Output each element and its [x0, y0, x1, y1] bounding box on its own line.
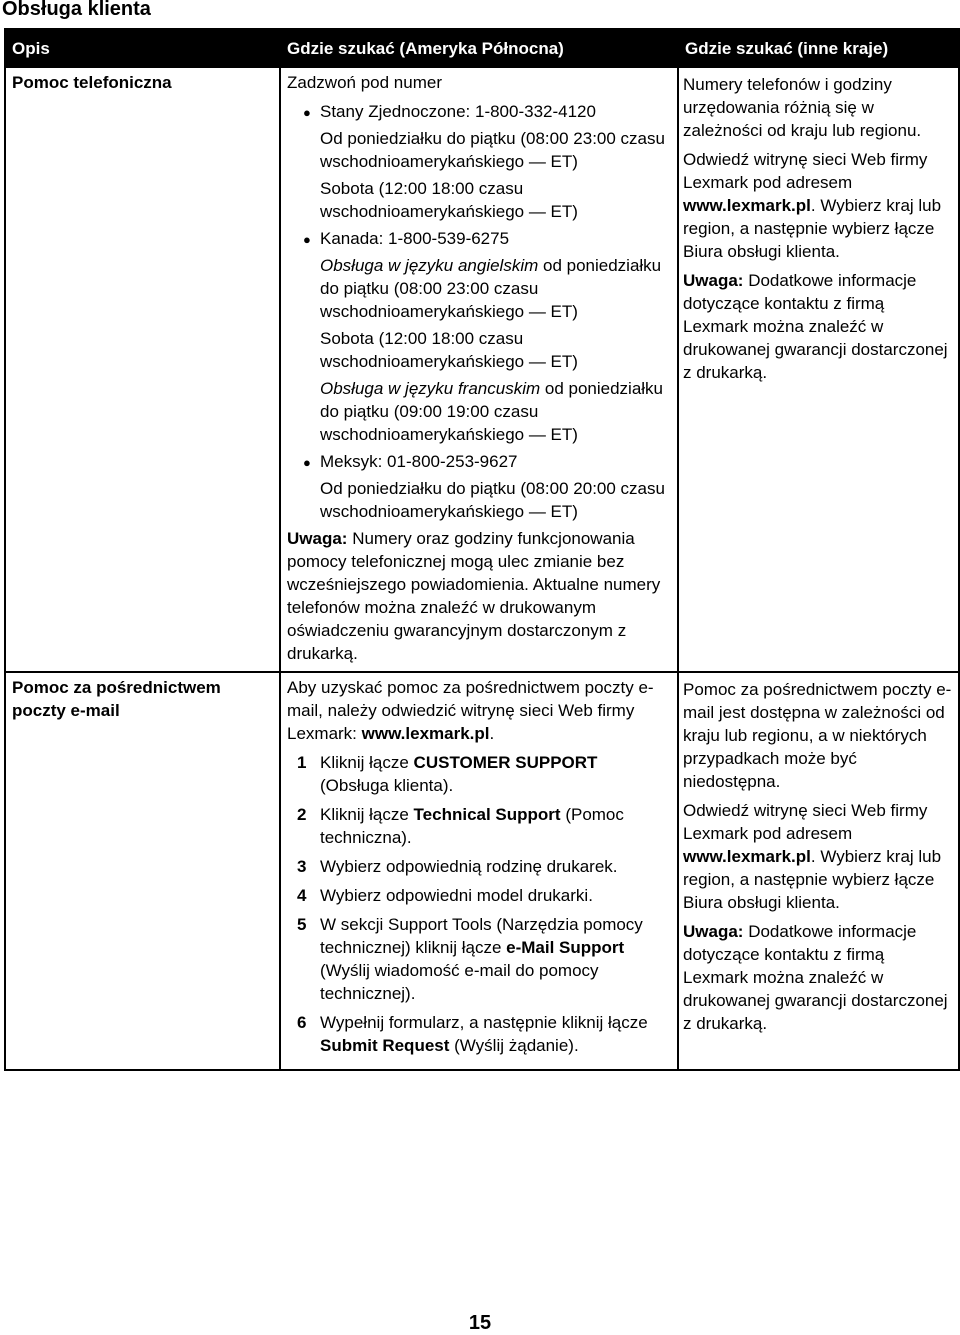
step-text-end: (Wyślij wiadomość e-mail do pomocy technicznej). — [320, 961, 599, 1003]
note-label: Uwaga: — [683, 271, 744, 290]
column-header-other-countries: Gdzie szukać (inne kraje) — [678, 29, 959, 67]
table-header-row — [5, 29, 959, 67]
email-step-2 — [287, 803, 671, 849]
lexmark-link[interactable]: www.lexmark.pl — [683, 847, 811, 866]
phone-intl-info: Numery telefonów i godziny urzędowania różnią się w zależności od kraju lub regionu. — [683, 75, 922, 140]
phone-canada-french-hours — [320, 377, 671, 446]
step-link-name: Submit Request — [320, 1036, 450, 1055]
email-north-america-cell — [280, 672, 678, 1070]
column-header-description: Opis — [5, 29, 280, 67]
email-steps-list — [287, 751, 671, 1057]
step-number: 2 — [297, 805, 307, 824]
table-row-email-support — [5, 672, 959, 1070]
note-label: Uwaga: — [683, 922, 744, 941]
phone-us-hours-weekday: Od poniedziałku do piątku (08:00 23:00 czasu wschodnioamerykańskiego — ET) — [320, 129, 665, 171]
step-text: Wybierz odpowiedni model drukarki. — [320, 886, 593, 905]
step-link-name: CUSTOMER SUPPORT — [413, 753, 598, 772]
page-heading: Obsługa klienta — [2, 0, 151, 20]
email-intl-info: Pomoc za pośrednictwem poczty e-mail jest dostępna w zależności od kraju lub regionu, a w niektórych przypadkach może być niedostępna. — [683, 680, 952, 791]
row-label-phone-support: Pomoc telefoniczna — [5, 67, 280, 672]
email-step-5 — [287, 913, 671, 1005]
step-number: 4 — [297, 886, 307, 905]
step-number: 1 — [297, 753, 307, 772]
step-number: 3 — [297, 857, 307, 876]
step-text-end: (Pomoc techniczna). — [320, 805, 624, 847]
phone-us-line: Stany Zjednoczone: 1-800-332-4120 — [320, 102, 596, 121]
phone-intl-visit — [683, 148, 953, 263]
phone-canada-line: Kanada: 1-800-539-6275 — [320, 229, 510, 248]
step-text: Wypełnij formularz, a następnie kliknij łącze — [320, 1013, 648, 1032]
phone-intl-note — [683, 269, 953, 384]
note-text: Dodatkowe informacje dotyczące kontaktu z firmą Lexmark można znaleźć w drukowanej gwarancji dostarczonej z drukarką. — [683, 922, 948, 1033]
phone-canada-french-label: Obsługa w języku francuskim — [320, 379, 541, 398]
note-text: Numery oraz godziny funkcjonowania pomocy telefonicznej mogą ulec zmianie bez wcześniejszego powiadomienia. Aktualne numery telefonów można znaleźć w drukowanym oświadczeniu gwarancyjnym dostarczonym z drukarką. — [287, 529, 661, 663]
bullet-icon: ● — [303, 105, 311, 120]
step-number: 5 — [297, 915, 307, 934]
phone-mexico-hours: Od poniedziałku do piątku (08:00 20:00 czasu wschodnioamerykańskiego — ET) — [320, 479, 665, 521]
step-link-name: e-Mail Support — [506, 938, 625, 957]
email-intl-visit — [683, 799, 953, 914]
note-label: Uwaga: — [287, 529, 348, 548]
phone-other-countries-cell — [678, 67, 959, 672]
phone-canada-french-text: od poniedziałku do piątku (09:00 19:00 czasu wschodnioamerykańskiego — ET) — [320, 379, 664, 444]
step-number: 6 — [297, 1013, 307, 1032]
email-step-1 — [287, 751, 671, 797]
phone-canada-saturday-hours: Sobota (12:00 18:00 czasu wschodnioamerykańskiego — ET) — [320, 329, 578, 371]
email-intro-text: Aby uzyskać pomoc za pośrednictwem poczty e-mail, należy odwiedzić witrynę sieci Web firmy Lexmark: — [287, 678, 654, 743]
step-text: Wybierz odpowiednią rodzinę drukarek. — [320, 857, 618, 876]
visit-text-end: . Wybierz kraj lub region, a następnie wybierz łącze Biura obsługi klienta. — [683, 847, 942, 912]
page-number: 15 — [468, 1312, 492, 1334]
step-text: W sekcji Support Tools (Narzędzia pomocy technicznej) kliknij łącze — [320, 915, 643, 957]
email-step-3 — [287, 855, 671, 878]
phone-note — [287, 527, 671, 665]
note-text: Dodatkowe informacje dotyczące kontaktu z firmą Lexmark można znaleźć w drukowanej gwarancji dostarczonej z drukarką. — [683, 271, 948, 382]
phone-canada-english-hours — [320, 254, 671, 323]
lexmark-link[interactable]: www.lexmark.pl — [361, 724, 490, 743]
lexmark-link[interactable]: www.lexmark.pl — [683, 196, 811, 215]
phone-us-hours-saturday: Sobota (12:00 18:00 czasu wschodnioamerykańskiego — ET) — [320, 179, 578, 221]
phone-canada-english-text: od poniedziałku do piątku (08:00 23:00 czasu wschodnioamerykańskiego — ET) — [320, 256, 662, 321]
email-intl-note — [683, 920, 953, 1035]
phone-north-america-cell — [280, 67, 678, 672]
step-text: Kliknij łącze — [320, 805, 414, 824]
support-table — [4, 28, 960, 1071]
phone-mexico-line: Meksyk: 01-800-253-9627 — [320, 452, 518, 471]
phone-item-us — [287, 100, 671, 223]
step-link-name: Technical Support — [413, 805, 561, 824]
email-intro-end: . — [489, 724, 495, 743]
email-step-6 — [287, 1011, 671, 1057]
phone-intro: Zadzwoń pod numer — [287, 73, 442, 92]
email-intro — [287, 676, 671, 745]
email-step-4 — [287, 884, 671, 907]
visit-text: Odwiedź witrynę sieci Web firmy Lexmark pod adresem — [683, 801, 928, 843]
bullet-icon: ● — [303, 232, 311, 247]
email-other-countries-cell — [678, 672, 959, 1070]
table-row-phone-support — [5, 67, 959, 672]
column-header-north-america: Gdzie szukać (Ameryka Północna) — [280, 29, 678, 67]
step-text: Kliknij łącze — [320, 753, 414, 772]
phone-item-mexico — [287, 450, 671, 523]
row-label-email-support: Pomoc za pośrednictwem poczty e-mail — [5, 672, 280, 1070]
step-text-end: (Obsługa klienta). — [320, 776, 454, 795]
visit-text: Odwiedź witrynę sieci Web firmy Lexmark pod adresem — [683, 150, 928, 192]
phone-canada-english-label: Obsługa w języku angielskim — [320, 256, 539, 275]
phone-item-canada — [287, 227, 671, 446]
phone-list — [287, 100, 671, 523]
bullet-icon: ● — [303, 455, 311, 470]
visit-text-end: . Wybierz kraj lub region, a następnie wybierz łącze Biura obsługi klienta. — [683, 196, 942, 261]
step-text-end: (Wyślij żądanie). — [449, 1036, 579, 1055]
